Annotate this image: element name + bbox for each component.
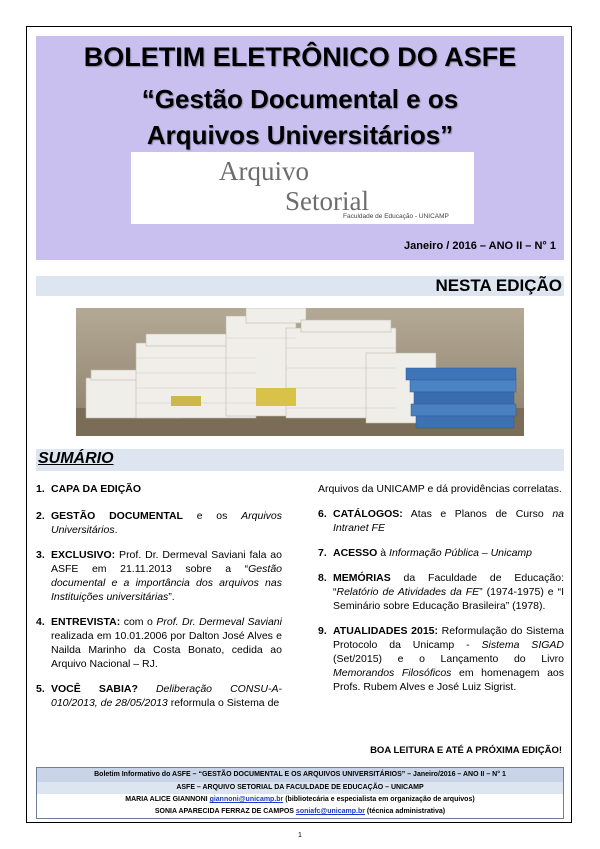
- item-number: 8.: [318, 572, 327, 584]
- item-text: realizada em 10.01.2006 por Dalton José Alves e Nailda Marinho da Costa Bonato, cedida ao Arquivo Nacional – RJ.: [51, 630, 282, 670]
- logo-caption: Faculdade de Educação - UNICAMP: [343, 213, 449, 220]
- item-title: GESTÃO DOCUMENTAL: [51, 510, 183, 522]
- sumario-item-8: [318, 571, 564, 613]
- sumario-column-left: [36, 482, 282, 710]
- sumario-item-3: [36, 548, 282, 604]
- contact-name: SONIA APARECIDA FERRAZ DE CAMPOS: [154, 808, 296, 815]
- item-title: EXCLUSIVO:: [51, 549, 116, 561]
- item-number: 9.: [318, 625, 327, 637]
- item-text: da Faculdade de Educação: “: [333, 572, 564, 598]
- item-text: Prof. Dr. Dermeval Saviani fala ao ASFE em 21.11.2013 sobre a “: [51, 549, 282, 575]
- sumario-item-1: [36, 482, 282, 496]
- item-number: 3.: [36, 549, 45, 561]
- item-emphasis: Arquivos Universitários: [51, 510, 282, 536]
- item-title: CATÁLOGOS:: [333, 508, 403, 520]
- sumario-item-4: [36, 615, 282, 671]
- item-text: reformula o Sistema de: [167, 697, 280, 709]
- sumario-item-6: [318, 507, 564, 535]
- item-emphasis: Memorandos Filosóficos: [333, 667, 452, 679]
- item-text: ”.: [168, 591, 175, 603]
- item-emphasis: Prof. Dr. Dermeval Saviani: [156, 616, 282, 628]
- sumario-item-9: [318, 624, 564, 694]
- item-emphasis: na Intranet FE: [333, 508, 564, 534]
- contact-role: (técnica administrativa): [364, 808, 446, 815]
- footer-line-contact-2: [37, 806, 563, 818]
- sumario-column-right: [318, 482, 564, 694]
- item-emphasis: Sistema SIGAD: [481, 639, 564, 651]
- contact-role: (bibliotecária e especialista em organização de arquivos): [283, 796, 475, 803]
- logo-word-setorial: Setorial: [285, 186, 369, 216]
- masthead-subtitle-line2: Arquivos Universitários”: [146, 120, 454, 150]
- sumario-item-5: [36, 682, 282, 710]
- email-link[interactable]: soniafc@unicamp.br: [295, 808, 365, 815]
- logo-word-arquivo: Arquivo: [219, 156, 309, 186]
- item-text: Atas e Planos de Curso: [402, 508, 553, 520]
- item-number: 7.: [318, 547, 327, 559]
- contact-name: MARIA ALICE GIANNONI: [125, 796, 210, 803]
- masthead: [36, 36, 564, 260]
- item-text: Reformulação do Sistema Protocolo da Unicamp -: [333, 625, 564, 651]
- item-text: .: [114, 524, 118, 536]
- item-number: 1.: [36, 483, 45, 495]
- item-text: e os: [182, 510, 242, 522]
- closing-message: BOA LEITURA E ATÉ A PRÓXIMA EDIÇÃO!: [370, 745, 562, 756]
- item-title: CAPA DA EDIÇÃO: [51, 483, 142, 495]
- item-text: com o: [120, 616, 157, 628]
- item-emphasis: Informação Pública – Unicamp: [389, 547, 533, 559]
- item-emphasis: Gestão documental e a importância dos arquivos nas Instituições universitárias: [51, 563, 282, 603]
- sumario-item-5-continued: Arquivos da UNICAMP e dá providências correlatas.: [318, 483, 562, 495]
- item-title: VOCÊ SABIA?: [51, 683, 138, 695]
- item-text: à: [377, 547, 390, 559]
- nesta-edicao-band: [36, 276, 564, 296]
- sumario-heading: SUMÁRIO: [38, 450, 114, 467]
- sumario-item-7: [318, 546, 564, 560]
- sumario-item-2: [36, 509, 282, 537]
- item-emphasis: Deliberação CONSU-A-010/2013, de 28/05/2013: [51, 683, 282, 709]
- item-number: 2.: [36, 510, 45, 522]
- masthead-subtitle-line1: “Gestão Documental e os: [141, 84, 459, 114]
- footer-line-asfe: ASFE – ARQUIVO SETORIAL DA FACULDADE DE EDUCAÇÃO – UNICAMP: [37, 782, 563, 794]
- item-text: em homenagem aos Profs. Rubem Alves e José Luiz Sigrist.: [333, 667, 564, 693]
- item-title: MEMÓRIAS: [333, 572, 391, 584]
- email-link[interactable]: giannoni@unicamp.br: [209, 796, 284, 803]
- masthead-title: BOLETIM ELETRÔNICO DO ASFE: [83, 42, 517, 72]
- item-number: 4.: [36, 616, 45, 628]
- item-title: ENTREVISTA:: [51, 616, 121, 628]
- page-number: 1: [298, 832, 302, 839]
- sumario-band: [36, 449, 564, 471]
- item-number: 5.: [36, 683, 45, 695]
- paper-stacks-illustration: [76, 308, 524, 436]
- item-number: 6.: [318, 508, 327, 520]
- item-title: ATUALIDADES 2015:: [333, 625, 438, 637]
- item-text: ” (1974-1975) e “I Seminário sobre Educação Brasileira” (1978).: [333, 586, 564, 612]
- item-text: (Set/2015) e o Lançamento do Livro: [333, 653, 564, 665]
- item-title: ACESSO: [333, 547, 378, 559]
- archive-files-photo: [76, 308, 524, 436]
- nesta-edicao-heading: NESTA EDIÇÃO: [435, 276, 562, 295]
- issue-date: Janeiro / 2016 – ANO II – N° 1: [404, 240, 556, 252]
- footer-box: [36, 767, 564, 819]
- footer-line-contact-1: [37, 794, 563, 806]
- footer-line-bulletin: Boletim Informativo do ASFE – “GESTÃO DOCUMENTAL E OS ARQUIVOS UNIVERSITÁRIOS” – Janeiro/2016 – ANO II – N° 1: [37, 768, 563, 782]
- arquivo-setorial-logo: [131, 152, 474, 224]
- item-emphasis: Relatório de Atividades da FE: [336, 586, 480, 598]
